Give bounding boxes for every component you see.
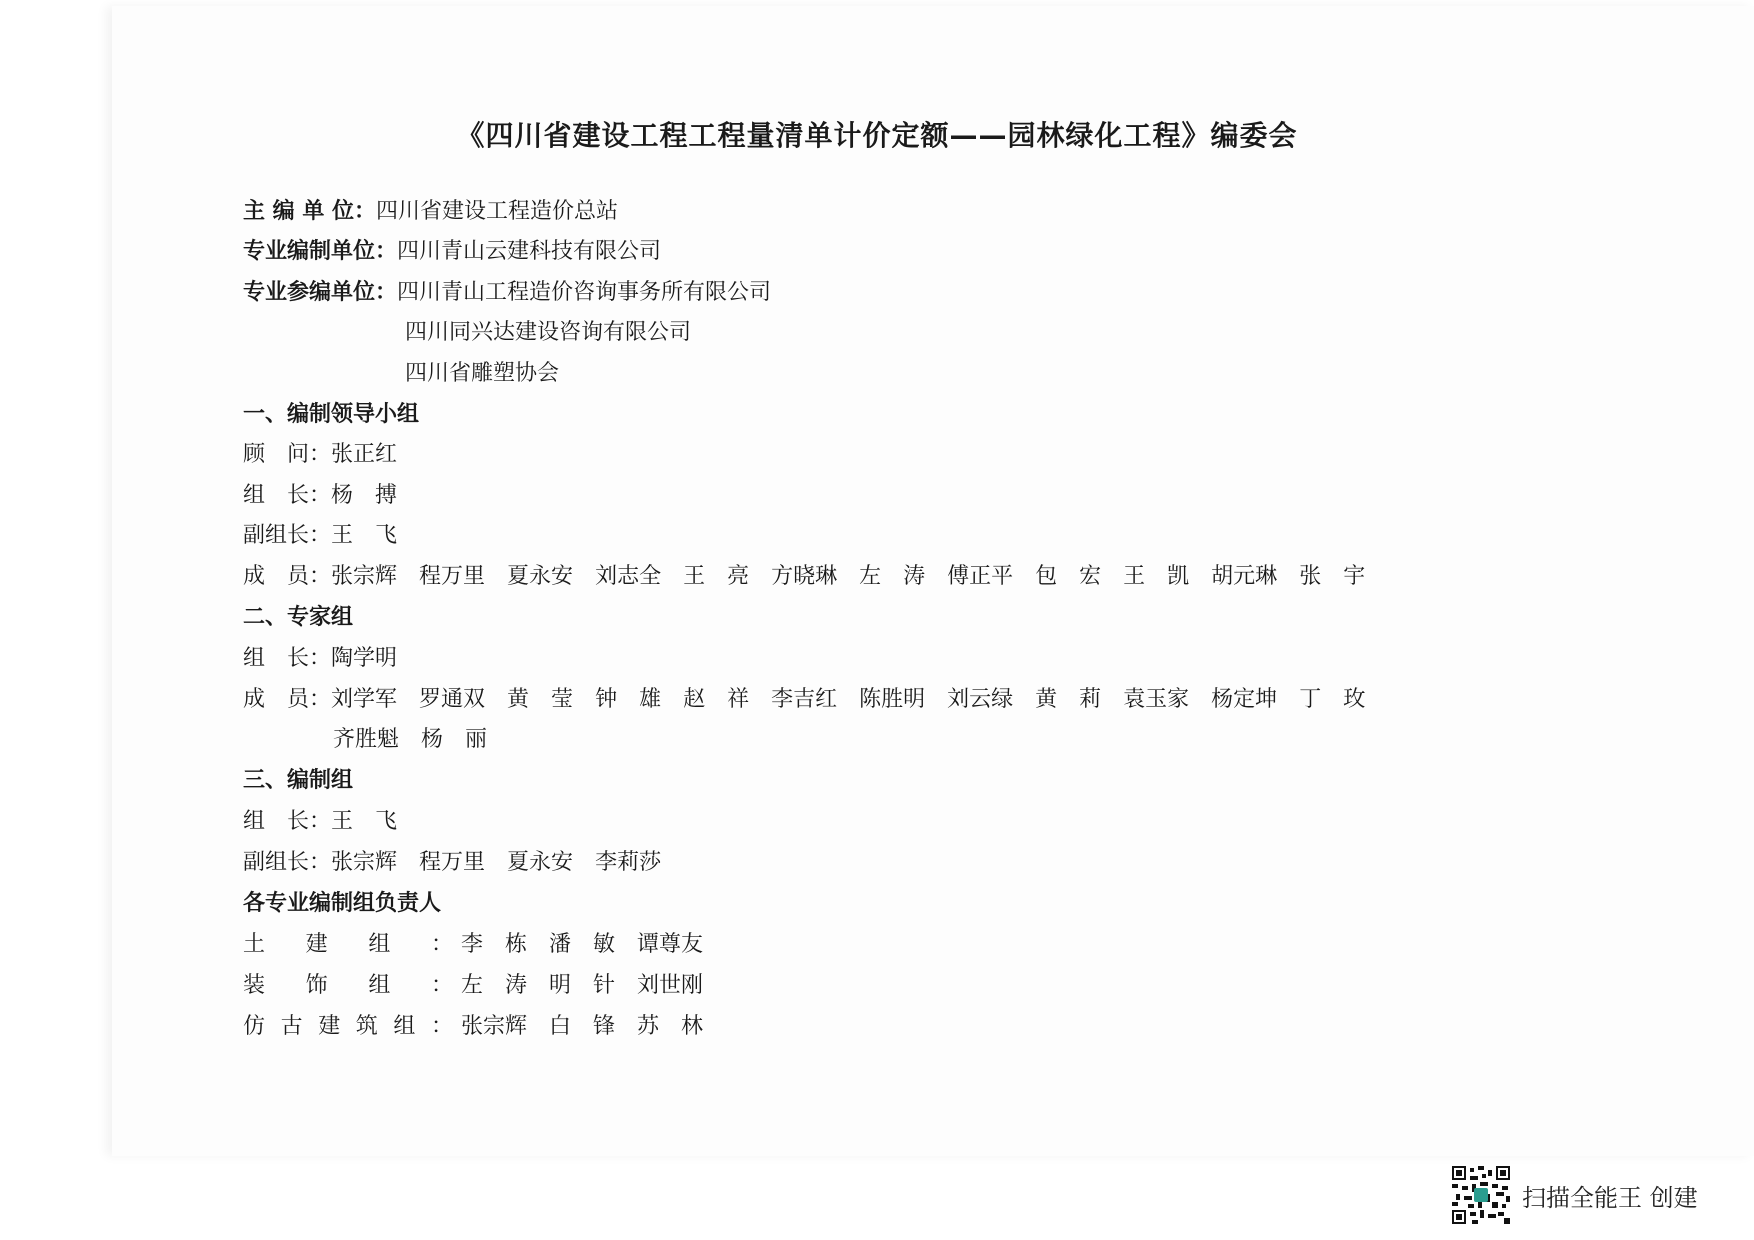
member-name: 左 涛 [859,564,926,589]
participate-unit-value: 四川省雕塑协会 [405,361,560,386]
member-name: 夏永安 [507,564,574,589]
group-member: 李 栋 [461,932,528,957]
participate-unit-label: 专业参编单位： [243,280,398,305]
expert-members-row [243,685,1387,715]
member-name: 王 亮 [683,564,750,589]
member-name: 齐胜魁 [333,727,400,752]
deputy-name: 李莉莎 [595,850,662,875]
member-name: 程万里 [419,564,486,589]
participate-unit-value: 四川同兴达建设咨询有限公司 [405,320,692,345]
expert-leader-label: 组 长： [243,646,332,671]
deputy-name: 张宗辉 [331,850,398,875]
member-name: 丁 玫 [1299,687,1366,712]
group-row [243,1012,725,1042]
deputy-name: 夏永安 [507,850,574,875]
group-member: 苏 林 [637,1014,704,1039]
expert-leader-name: 陶学明 [331,646,398,671]
members-label: 成 员： [243,687,332,712]
group-member: 明 针 [549,973,616,998]
page-title: 《四川省建设工程工程量清单计价定额——园林绿化工程》编委会 [456,119,1298,152]
compile-unit-value: 四川青山云建科技有限公司 [397,239,662,264]
advisor-label: 顾 问： [243,442,332,467]
participate-unit-value: 四川青山工程造价咨询事务所有限公司 [397,280,772,305]
leader-name: 杨 搏 [331,483,398,508]
watermark-text: 扫描全能王 创建 [1522,1183,1698,1212]
member-name: 杨 丽 [421,727,488,752]
members-label: 成 员： [243,564,332,589]
groups-heading: 各专业编制组负责人 [243,891,442,916]
group-member: 谭尊友 [637,932,704,957]
compile-leader-name: 王 飞 [331,809,398,834]
member-name: 钟 雄 [595,687,662,712]
compile-deputy-row [243,848,683,878]
compile-heading: 三、编制组 [243,768,354,793]
member-name: 张宗辉 [331,564,398,589]
leader-row [243,481,397,511]
group-member: 张宗辉 [461,1014,528,1039]
member-name: 张 宇 [1299,564,1366,589]
member-name: 王 凯 [1123,564,1190,589]
member-name: 罗通双 [419,687,486,712]
expert-members-row-2 [333,725,509,755]
chief-unit-label: 主 编 单 位： [243,199,376,224]
member-name: 胡元琳 [1211,564,1278,589]
member-name: 刘云绿 [947,687,1014,712]
advisor-name: 张正红 [331,442,398,467]
compile-leader-label: 组 长： [243,809,332,834]
scanner-watermark [1452,1166,1698,1224]
member-name: 包 宏 [1035,564,1102,589]
member-name: 刘学军 [331,687,398,712]
group-label: 土建组： [243,932,453,957]
group-member: 左 涛 [461,973,528,998]
member-name: 黄 莉 [1035,687,1102,712]
group-label: 装饰组： [243,973,453,998]
leadership-members-row [243,562,1387,592]
deputy-label: 副组长： [243,523,332,548]
participate-unit-row [243,278,771,308]
group-member: 潘 敏 [549,932,616,957]
expert-leader-row [243,644,397,674]
deputy-name: 王 飞 [331,523,398,548]
member-name: 袁玉家 [1123,687,1190,712]
member-name: 陈胜明 [859,687,926,712]
member-name: 黄 莹 [507,687,574,712]
deputy-name: 程万里 [419,850,486,875]
qr-code-icon [1452,1166,1510,1224]
member-name: 傅正平 [947,564,1014,589]
advisor-row [243,440,397,470]
member-name: 赵 祥 [683,687,750,712]
member-name: 李吉红 [771,687,838,712]
group-label: 仿古建筑组： [243,1014,453,1039]
group-member: 白 锋 [549,1014,616,1039]
experts-heading: 二、专家组 [243,605,354,630]
member-name: 杨定坤 [1211,687,1278,712]
leader-label: 组 长： [243,483,332,508]
group-row [243,930,725,960]
group-row [243,971,725,1001]
member-name: 刘志全 [595,564,662,589]
compile-unit-label: 专业编制单位： [243,239,398,264]
compile-unit-row [243,237,661,267]
deputy-label: 副组长： [243,850,332,875]
deputy-row [243,521,397,551]
group-member: 刘世刚 [637,973,704,998]
chief-unit-value: 四川省建设工程造价总站 [375,199,618,224]
compile-leader-row [243,807,397,837]
leadership-heading: 一、编制领导小组 [243,402,420,427]
member-name: 方晓琳 [771,564,838,589]
chief-unit-row [243,197,618,227]
